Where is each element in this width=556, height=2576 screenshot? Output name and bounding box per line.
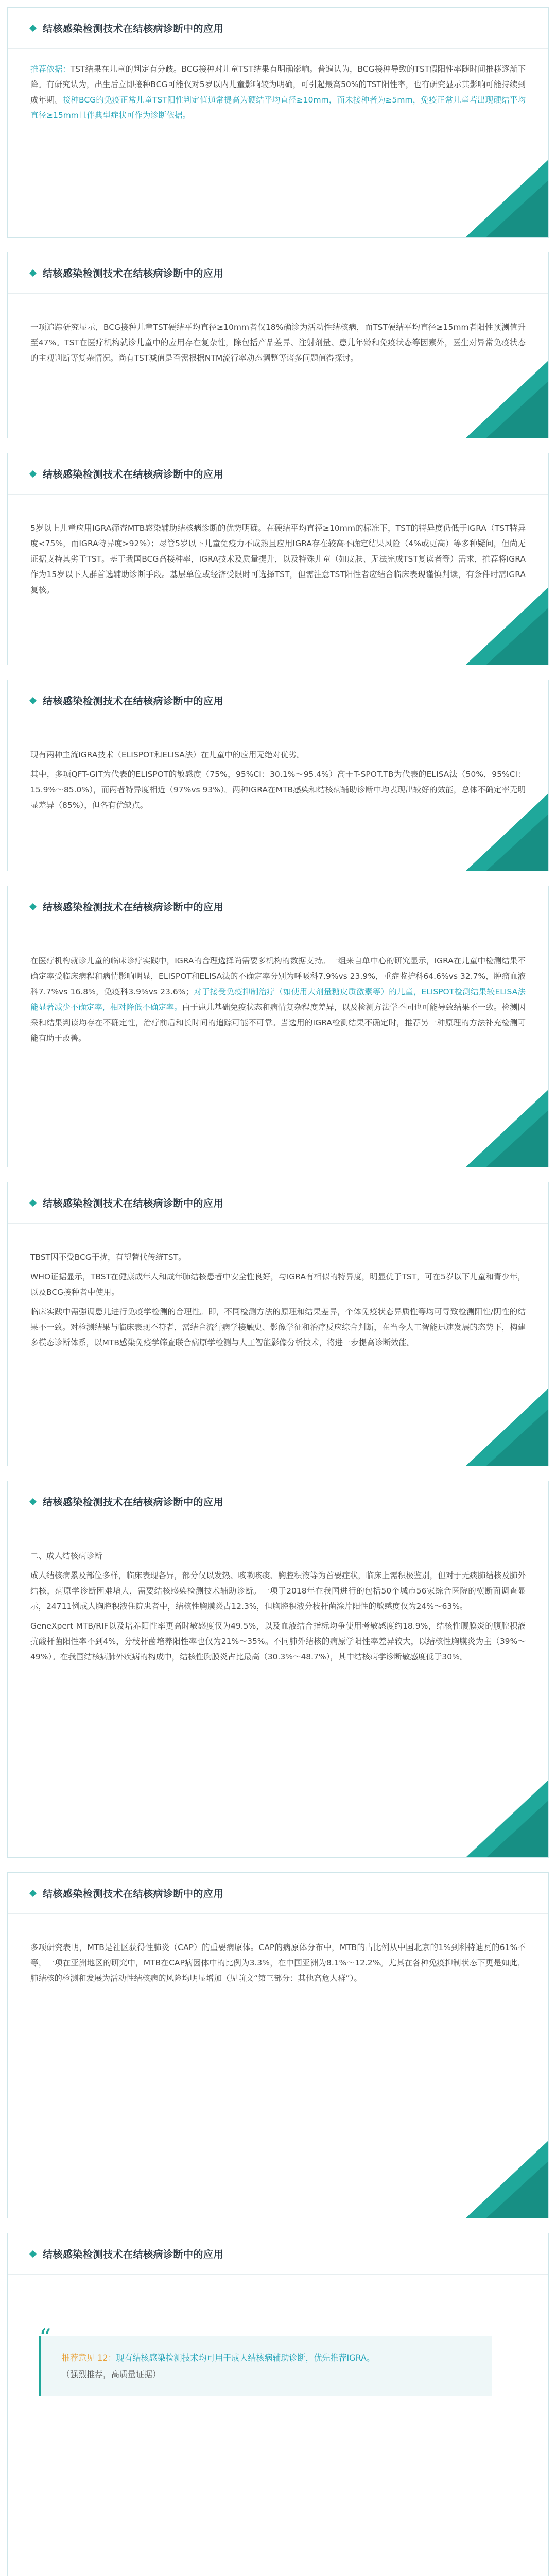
card-3 (0, 446, 556, 672)
body-text: 5岁以上儿童应用IGRA筛查MTB感染辅助结核病诊断的优势明确。在硬结平均直径≥10mm的标准下，TST的特异度仍低于IGRA（TST特异度<75%，而IGRA特异度>92%）；尽管5岁以下儿童免疫力不成熟且应用IGRA存在较高不确定结果风险（4%或更高）等多种疑问，但尚无证据支持其劣于TST。基于我国BCG高接种率，IGRA技术及质量提升，以及特殊儿童（如皮肤、无法完成TST复读者等）需求，推荐将IGRA作为15岁以下人群首选辅助诊断手段。基层单位或经济受限时可选择TST，但需注意TST阳性者应结合临床表现谨慎判读，有条件时需IGRA复核。 (30, 523, 526, 595)
card-title: 结核感染检测技术在结核病诊断中的应用 (43, 23, 224, 35)
card-title: 结核感染检测技术在结核病诊断中的应用 (43, 902, 224, 913)
body-text: 其中，多项QFT-GIT为代表的ELISPOT的敏感度（75%，95%CI：30.1%～95.4%）高于T-SPOT.TB为代表的ELISA法（50%，95%CI：15.9%～85.0%），而两者特异度相近（97%vs 93%）。两种IGRA在MTB感染和结核病辅助诊断中均表现出较好的效能，总体不确定率无明显差异（85%），但各有优缺点。 (30, 770, 526, 810)
body-text: 由于患儿基础免疫状态和病情复杂程度差异，以及检测方法学不同也可能导致结果不一致。检测因采和结果判读均存在不确定性，治疗前后和长时间的追踪可能不可靠。当选用的IGRA检测结果不确定时，推荐另一种原理的方法补充检测可能有助于改善。 (30, 1003, 526, 1043)
card-6 (0, 1175, 556, 1473)
card-body (30, 1940, 526, 1986)
paragraph (30, 953, 526, 1046)
body-text: 成人结核病累及部位多样，临床表现各异，部分仅以发热、咳嗽咳痰、胸腔积液等为首要症状，临床上需积极鉴别，但对于无痰肺结核及肺外结核，病原学诊断困难增大，需要结核感染检测技术辅助诊断。一项于2018年在我国进行的包括50个城市56家综合医院的横断面调查显示，24711例成人胸腔积液住院患者中，结核性胸膜炎占12.3%，但胸腔积液分枝杆菌涂片阳性的敏感度仅为24%～63%。 (30, 1571, 526, 1611)
corner-triangle-icon (456, 587, 548, 665)
diamond-bullet-icon (29, 697, 37, 704)
card-title: 结核感染检测技术在结核病诊断中的应用 (43, 696, 224, 707)
body-text: 多项研究表明，MTB是社区获得性肺炎（CAP）的重要病原体。CAP的病原体分布中，MTB的占比例从中国北京的1%到科特迪瓦的61%不等，一项在亚洲地区的研究中，MTB在CAP病因体中的比例为3.3%，在中国亚洲为8.1%～12.2%。尤其在各种免疫抑制状态下更是如此，肺结核的检测和发展为活动性结核病的风险均明显增加（见前文“第三部分：其他高危人群”）。 (30, 1943, 526, 1983)
diamond-bullet-icon (29, 903, 37, 910)
card-title: 结核感染检测技术在结核病诊断中的应用 (43, 469, 224, 480)
body-text: GeneXpert MTB/RIF以及培养阳性率更高时敏感度仅为49.5%，以及血液结合指标均争使用考敏感度约18.9%，结核性腹膜炎的腹腔积液抗酸杆菌阳性率不到4%，分枝杆菌培养阳性率也仅为21%～35%。不同肺外结核的病原学阳性率差异较大，以结核性胸膜炎为主（39%～49%）。在我国结核病肺外疾病的构成中，结核性胸膜炎占比最高（30.3%～48.7%），其中结核病学诊断敏感度低于30%。 (30, 1621, 526, 1662)
card-7 (0, 1473, 556, 1865)
card-header (8, 453, 548, 495)
body-text: 二、成人结核病诊断 (30, 1551, 102, 1561)
paragraph (30, 61, 526, 123)
card-body (30, 1249, 526, 1350)
paragraph (30, 520, 526, 598)
card-header (8, 8, 548, 49)
card-header (8, 680, 548, 721)
card-title: 结核感染检测技术在结核病诊断中的应用 (43, 1888, 224, 1900)
card-header (8, 886, 548, 927)
body-text: 在医疗机构就诊儿童的临床诊疗实践中，IGRA的合理选择尚需要多机构的数据支持。一组来自单中心的研究显示，IGRA在儿童中检测结果不确定率受临床病程和病情影响明显，ELISPOT和ELISA法的不确定率分别为呼吸科7.9%vs 23.9%，重症监护科64.6%vs 32.7%，肿瘤血液科7.7%vs 16.8%，免疫科3.9%vs 23.6%； (30, 956, 526, 996)
body-text: 一项追踪研究显示，BCG接种儿童TST硬结平均直径≥10mm者仅18%确诊为活动性结核病，而TST硬结平均直径≥15mm者阳性预测值升至47%。TST在医疗机构就诊儿童中的应用存在复杂性，除包括产品差异、注射剂量、患儿年龄和免疫状态等因素外，医生对异常免疫状态的主观判断等复杂情况。尚有TST减值是否需根据NTM流行率动态调整等诸多问题值得探讨。 (30, 323, 526, 363)
paragraph (30, 1548, 526, 1564)
recommendation-text: 现有结核感染检测技术均可用于成人结核病辅助诊断，优先推荐IGRA。 (116, 2353, 375, 2363)
highlighted-text: 对于接受免疫抑制治疗（如使用大剂量糖皮质激素等）的儿童，ELISPOT检测结果较ELISA法能显著减少不确定率，相对降低不确定率。 (30, 987, 526, 1012)
corner-triangle-icon (456, 1090, 548, 1167)
body-text: TST结果在儿童的判定有分歧。BCG接种对儿童TST结果有明确影响。普遍认为，BCG接种导致的TST假阳性率随时间推移逐渐下降。有研究认为，出生后立即接种BCG可能仅对5岁以内儿童影响较为明确，可引起最高50%的TST阳性率，也有研究显示其影响可能持续到成年期。 (30, 64, 526, 105)
card-body (30, 61, 526, 123)
diamond-bullet-icon (29, 470, 37, 477)
diamond-bullet-icon (29, 1199, 37, 1206)
corner-triangle-icon (456, 793, 548, 871)
card-body (30, 747, 526, 813)
diamond-bullet-icon (29, 1889, 37, 1896)
card-title: 结核感染检测技术在结核病诊断中的应用 (43, 268, 224, 279)
corner-triangle-icon (456, 361, 548, 438)
diamond-bullet-icon (29, 2250, 37, 2257)
corner-triangle-icon (456, 1388, 548, 1466)
highlighted-text: 接种BCG的免疫正常儿童TST阳性判定值通常提高为硬结平均直径≥10mm，而未接种者为≥5mm，免疫正常儿童若出现硬结平均直径≥15mm且伴典型症状可作为诊断依据。 (30, 95, 526, 120)
card-header (8, 1873, 548, 1914)
card-5 (0, 878, 556, 1175)
body-text: TBST因不受BCG干扰，有望替代传统TST。 (30, 1252, 186, 1262)
card-body (30, 520, 526, 598)
paragraph (30, 767, 526, 813)
card-title: 结核感染检测技术在结核病诊断中的应用 (43, 1497, 224, 1508)
paragraph (30, 1940, 526, 1986)
corner-triangle-icon (456, 2141, 548, 2218)
paragraph (30, 319, 526, 366)
paragraph (30, 1269, 526, 1300)
diamond-bullet-icon (29, 1498, 37, 1505)
card-title: 结核感染检测技术在结核病诊断中的应用 (43, 1198, 224, 1209)
paragraph (30, 1249, 526, 1265)
card-header (8, 2233, 548, 2275)
card-1 (0, 0, 556, 245)
evidence-note: （强烈推荐，高质量证据） (62, 2369, 161, 2379)
paragraph (30, 1618, 526, 1665)
paragraph (30, 747, 526, 762)
card-4 (0, 672, 556, 878)
paragraph (30, 1304, 526, 1350)
body-text: WHO证据显示，TBST在健康成年人和成年肺结核患者中安全性良好，与IGRA有相似的特异度，明显优于TST，可在5岁以下儿童和青少年，以及BCG接种者中使用。 (30, 1272, 526, 1297)
recommendation-label: 推荐意见 12： (62, 2353, 116, 2363)
card-title: 结核感染检测技术在结核病诊断中的应用 (43, 2249, 224, 2260)
corner-triangle-icon (456, 160, 548, 237)
body-text: 现有两种主流IGRA技术（ELISPOT和ELISA法）在儿童中的应用无绝对优劣。 (30, 750, 305, 759)
card-2 (0, 245, 556, 446)
card-body (30, 319, 526, 366)
card-header (8, 1481, 548, 1522)
corner-triangle-icon (456, 1780, 548, 1857)
card-body (30, 953, 526, 1046)
card-8 (0, 1865, 556, 2226)
body-text: 临床实践中需强调患儿进行免疫学检测的合理性。即，不同检测方法的原理和结果差异，个体免疫状态异质性等均可导致检测阳性/阴性的结果不一致。对检测结果与临床表现不符者，需结合流行病学接触史、影像学征和治疗反应综合判断，在当今人工智能迅速发展的态势下，构建多模态诊断体系，以MTB感染免疫学筛查联合病原学检测与人工智能影像分析技术，将进一步提高诊断效能。 (30, 1307, 526, 1347)
card-recommendation-12 (0, 2226, 556, 2576)
highlighted-text: 推荐依据： (30, 64, 71, 74)
card-header (8, 252, 548, 294)
paragraph (30, 1568, 526, 1614)
diamond-bullet-icon (29, 269, 37, 276)
recommendation-box (39, 2324, 492, 2396)
diamond-bullet-icon (29, 24, 37, 31)
card-body (30, 1548, 526, 1665)
quote-icon: “ (39, 2324, 51, 2351)
card-header (8, 1182, 548, 1224)
